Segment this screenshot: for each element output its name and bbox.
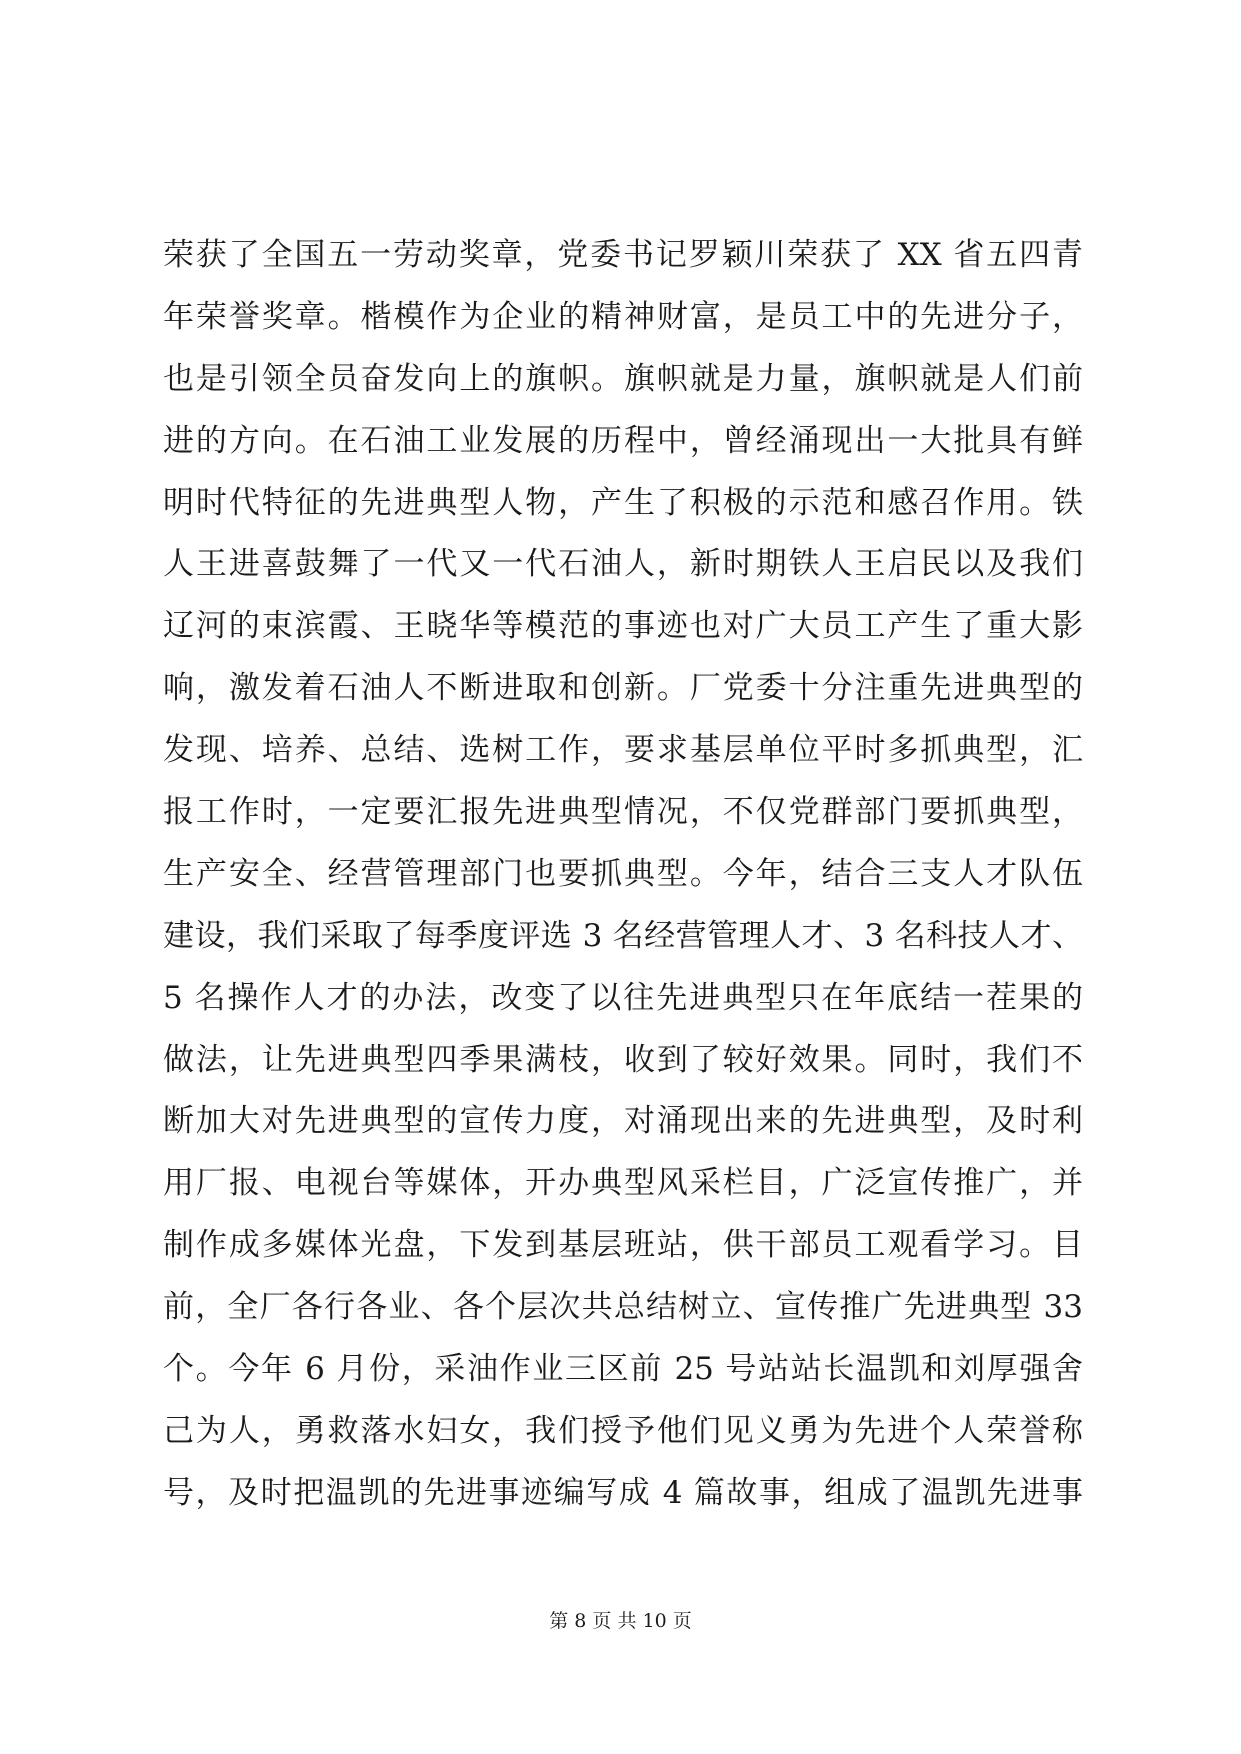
text-line: 用厂报、电视台等媒体，开办典型风采栏目，广泛宣传推广，并 — [163, 1165, 1083, 1202]
text-line: 建设，我们采取了每季度评选 3 名经营管理人才、3 名科技人才、 — [163, 917, 1083, 954]
page-number-footer: 第 8 页 共 10 页 — [549, 1610, 692, 1632]
text-line: 荣获了全国五一劳动奖章，党委书记罗颖川荣获了 XX 省五四青 — [163, 237, 1083, 273]
text-line: 辽河的束滨霞、王晓华等模范的事迹也对广大员工产生了重大影 — [163, 608, 1083, 645]
body-text — [163, 225, 1083, 1525]
text-line: 断加大对先进典型的宣传力度，对涌现出来的先进典型，及时利 — [163, 1103, 1083, 1140]
text-line: 发现、培养、总结、选树工作，要求基层单位平时多抓典型，汇 — [163, 732, 1083, 769]
text-line: 号，及时把温凯的先进事迹编写成 4 篇故事，组成了温凯先进事 — [163, 1474, 1083, 1511]
text-line: 生产安全、经营管理部门也要抓典型。今年，结合三支人才队伍 — [163, 855, 1083, 892]
text-line: 明时代特征的先进典型人物，产生了积极的示范和感召作用。铁 — [163, 484, 1083, 521]
text-line: 制作成多媒体光盘，下发到基层班站，供干部员工观看学习。目 — [163, 1227, 1083, 1264]
text-line: 己为人，勇救落水妇女，我们授予他们见义勇为先进个人荣誉称 — [163, 1412, 1083, 1449]
text-line: 5 名操作人才的办法，改变了以往先进典型只在年底结一茬果的 — [163, 979, 1083, 1016]
text-line: 年荣誉奖章。楷模作为企业的精神财富，是员工中的先进分子， — [163, 298, 1083, 335]
text-line: 前，全厂各行各业、各个层次共总结树立、宣传推广先进典型 33 — [163, 1289, 1083, 1326]
text-line: 人王进喜鼓舞了一代又一代石油人，新时期铁人王启民以及我们 — [163, 546, 1083, 583]
text-line: 个。今年 6 月份，采油作业三区前 25 号站站长温凯和刘厚强舍 — [163, 1351, 1083, 1388]
text-line: 报工作时，一定要汇报先进典型情况，不仅党群部门要抓典型， — [163, 794, 1083, 831]
text-line: 响，激发着石油人不断进取和创新。厂党委十分注重先进典型的 — [163, 670, 1083, 707]
text-line: 也是引领全员奋发向上的旗帜。旗帜就是力量，旗帜就是人们前 — [163, 360, 1083, 397]
text-line: 做法，让先进典型四季果满枝，收到了较好效果。同时，我们不 — [163, 1041, 1083, 1078]
text-line: 进的方向。在石油工业发展的历程中，曾经涌现出一大批具有鲜 — [163, 422, 1083, 459]
